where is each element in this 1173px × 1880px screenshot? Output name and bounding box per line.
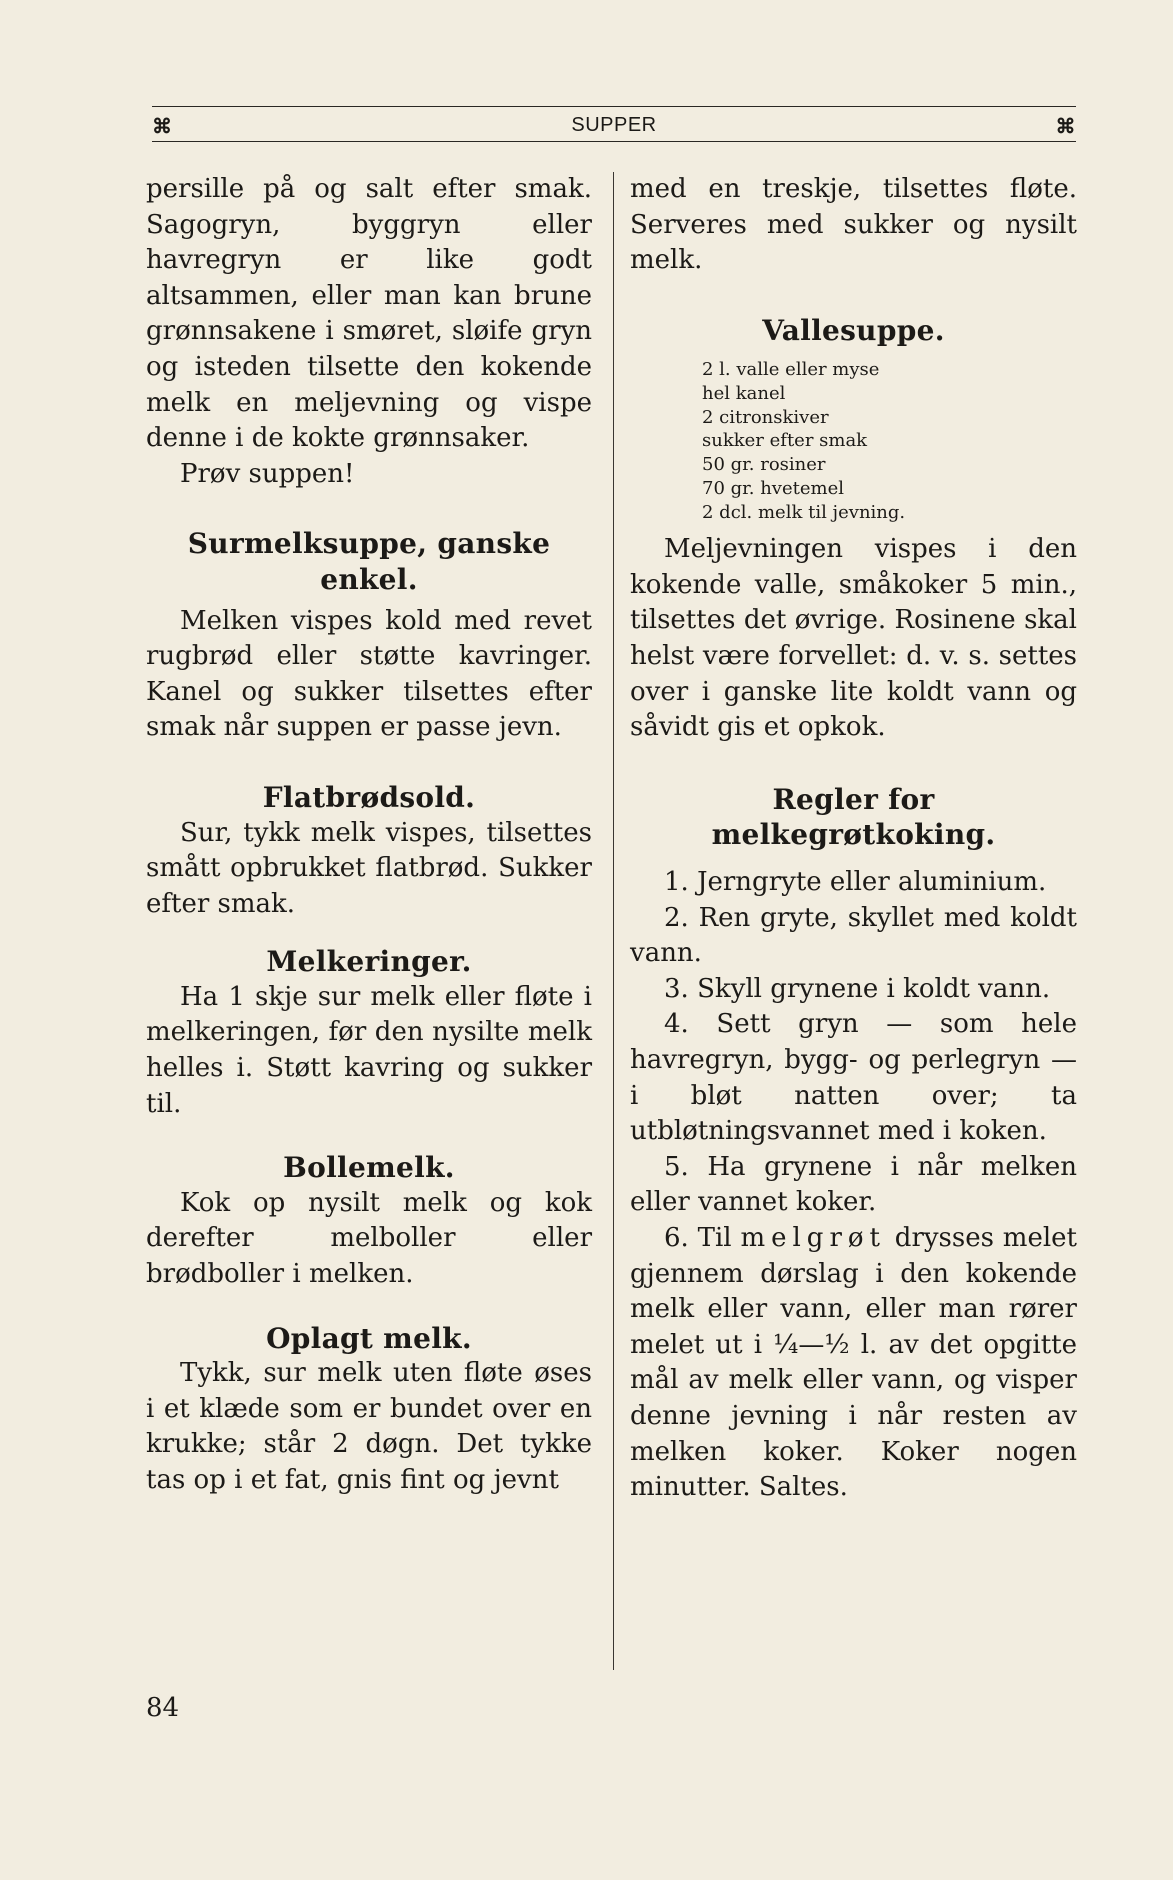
rule-item-1: 1. Jerngryte eller aluminium. [664, 867, 1047, 898]
ingredient-item: 2 l. valle eller myse [702, 359, 880, 381]
recipe-heading-surmelksuppe: Surmelksuppe, ganske enkel. [187, 527, 551, 596]
recipe-heading-flatbrodsold: Flatbrødsold. [262, 780, 476, 814]
ingredient-list-vallesuppe [702, 358, 1077, 524]
ingredient-item: hel kanel [702, 383, 786, 405]
rule-item-6-rest: drysses melet gjennem dørslag i den kokende melk eller vann, eller man rører melet ut i ¼—½ l. av det opgitte mål av melk eller vann, og visper denne jevning i når resten av melken koker. Koker nogen minutter. Saltes. [630, 1222, 1077, 1503]
ingredient-item: 2 citronskiver [702, 406, 829, 428]
rule-item-6 [630, 1221, 1077, 1506]
continuation-end: Prøv suppen! [180, 458, 355, 489]
rule-item-5: 5. Ha grynene i når melken eller vannet koker. [630, 1151, 1077, 1218]
recipe-body-vallesuppe: Meljevningen vispes i den kokende valle, småkoker 5 min., tilsettes det øvrige. Rosinene skal helst være forvellet: d. v. s. settes over i ganske lite koldt vann og såvidt gis et opkok. [630, 534, 1077, 743]
ingredient-item: sukker efter smak [702, 430, 868, 452]
recipe-heading-melkeringer: Melkeringer. [266, 945, 472, 979]
recipe-body-melkeringer: Ha 1 skje sur melk eller fløte i melkeringen, før den nysilte melk helles i. Støtt kavring og sukker til. [146, 981, 592, 1119]
header-rule-top [152, 106, 1076, 107]
rule-item-4: 4. Sett gryn — som hele havregryn, bygg- og perlegryn — i bløt natten over; ta utbløtningsvannet med i koken. [630, 1009, 1077, 1147]
rule-item-6-emphasis: melgrøt [740, 1222, 886, 1253]
recipe-body-bollemelk: Kok op nysilt melk og kok derefter melboller eller brødboller i melken. [146, 1187, 592, 1290]
rules-heading: Regler for melkegrøtkoking. [711, 782, 996, 852]
recipe-heading-vallesuppe: Vallesuppe. [762, 313, 945, 347]
recipe-body-surmelksuppe: Melken vispes kold med revet rugbrød eller støtte kavringer. Kanel og sukker tilsettes efter smak når suppen er passe jevn. [146, 605, 592, 743]
recipe-heading-oplagt-melk: Oplagt melk. [266, 1321, 472, 1355]
ingredient-item: 50 gr. rosiner [702, 454, 826, 476]
recipe-heading-bollemelk: Bollemelk. [283, 1151, 455, 1185]
recipe-body-flatbrodsold: Sur, tykk melk vispes, tilsettes smått opbrukket flatbrød. Sukker efter smak. [146, 817, 592, 919]
header-ornament-left: ⌘ [152, 116, 173, 138]
header-rule-bottom [152, 141, 1076, 142]
recipe-body-oplagt-melk: Tykk, sur melk uten fløte øses i et klæde som er bundet over en krukke; står 2 døgn. Det tykke tas op i et fat, gnis fint og jevnt [146, 1358, 592, 1495]
rule-item-2: 2. Ren gryte, skyllet med koldt vann. [630, 902, 1077, 969]
rule-item-3: 3. Skyll grynene i koldt vann. [664, 973, 1051, 1004]
left-column [146, 172, 592, 1499]
ingredient-item: 70 gr. hvetemel [702, 477, 844, 499]
page-number: 84 [146, 1693, 180, 1723]
column-divider [613, 172, 614, 1670]
continuation-paragraph-right: med en treskje, tilsettes fløte. Serveres med sukker og nysilt melk. [630, 174, 1077, 276]
rule-item-6-prefix: 6. Til [664, 1222, 732, 1253]
running-header [152, 112, 1076, 140]
ingredient-item: 2 dcl. melk til jevning. [702, 501, 906, 523]
right-column [630, 172, 1077, 1506]
header-ornament-right: ⌘ [1055, 116, 1076, 138]
continuation-paragraph: persille på og salt efter smak. Sagogryn, byggryn eller havregryn er like godt altsammen, eller man kan brune grønnsakene i smøret, sløife gryn og isteden tilsette den kokende melk en meljevning og vispe denne i de kokte grønnsaker. [146, 174, 592, 454]
running-header-title: SUPPER [571, 114, 657, 136]
